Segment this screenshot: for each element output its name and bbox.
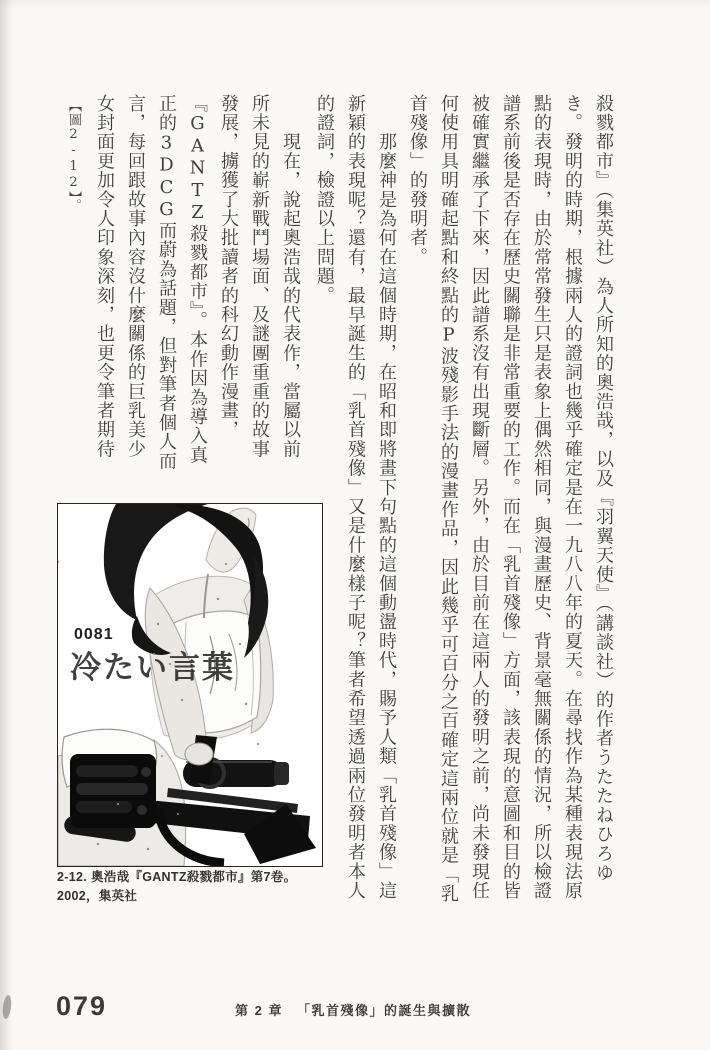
text-column: 發展，擄獲了大批讀者的科幻動作漫畫，	[218, 94, 239, 440]
text-column: 新穎的表現呢？還有，最早誕生的「乳首殘像」又是什麼樣子呢？筆者希望透過兩位發明者本人	[345, 94, 366, 901]
page-number: 079	[56, 991, 108, 1021]
text-column: 『GANTZ殺戮都市』。本作因為導入真	[187, 94, 208, 465]
figure-overlay-title: 冷たい言葉	[70, 650, 235, 685]
text-column: 譜系前後是否存在歷史關聯是非常重要的工作。而在「乳首殘像」方面，該表現的意圖和目的皆	[500, 94, 521, 901]
body-text-right-block	[309, 94, 619, 912]
text-column: 的證詞，檢證以上問題。	[314, 94, 335, 306]
text-column: 被確實繼承了下來，因此譜系沒有出現斷層。另外，由於目前在這兩人的發明之前，尚未發現任	[469, 94, 490, 901]
text-column: 殺戮都市』（集英社）為人所知的奧浩哉，以及『羽翼天使』（講談社）的作者うたたねひろゆ	[593, 94, 614, 883]
text-column: 女封面更加令人印象深刻，也更令筆者期待	[94, 94, 115, 459]
footer-chapter-label: 第 2 章	[235, 1003, 283, 1018]
scan-shadow-left	[0, 0, 13, 1050]
text-column: 何使用具明確起點和終點的P波殘影手法的漫畫作品，因此幾乎可百分之百確定這兩位就是「乳	[438, 94, 459, 904]
figure-caption	[57, 868, 327, 906]
text-column: 正的3DCG而蔚為話題，但對筆者個人而	[156, 94, 177, 471]
body-text-left-block	[58, 94, 306, 472]
figure-illustration	[57, 503, 323, 867]
text-column: き。發明的時期，根據兩人的證詞也幾乎確定是在一九八八年的夏天。在尋找作為某種表現法原	[562, 94, 583, 901]
figure-caption-label: 2-12.	[57, 870, 87, 884]
figure-overlay-number: 0081	[74, 626, 114, 643]
footer-chapter	[235, 1000, 535, 1019]
text-column: 點的表現時，由於常常發生只是表象上偶然相同，與漫畫歷史、背景毫無關係的情況，所以檢證	[531, 94, 552, 901]
text-column: 首殘像」的發明者。	[407, 94, 428, 267]
figure-caption-line2: 2002，集英社	[57, 889, 138, 903]
manga-illustration-drawing	[58, 504, 322, 866]
figure-caption-text: 奧浩哉『GANTZ殺戮都市』第7卷。	[91, 870, 297, 884]
footer-chapter-title: 「乳首殘像」的誕生與擴散	[296, 1003, 471, 1018]
figure-reference-note: 【圖2-12】。	[66, 99, 81, 213]
text-column: 那麼神是為何在這個時期，在昭和即將畫下句點的這個動盪時代，賜予人類「乳首殘像」這	[376, 94, 397, 901]
scan-shadow-top	[0, 0, 710, 8]
text-column: 言，每回跟故事內容沒什麼關係的巨乳美少	[125, 94, 146, 459]
text-column: 所未見的嶄新戰鬥場面、及謎團重重的故事	[249, 94, 270, 459]
text-column: 現在，說起奧浩哉的代表作，當屬以前	[280, 94, 301, 459]
